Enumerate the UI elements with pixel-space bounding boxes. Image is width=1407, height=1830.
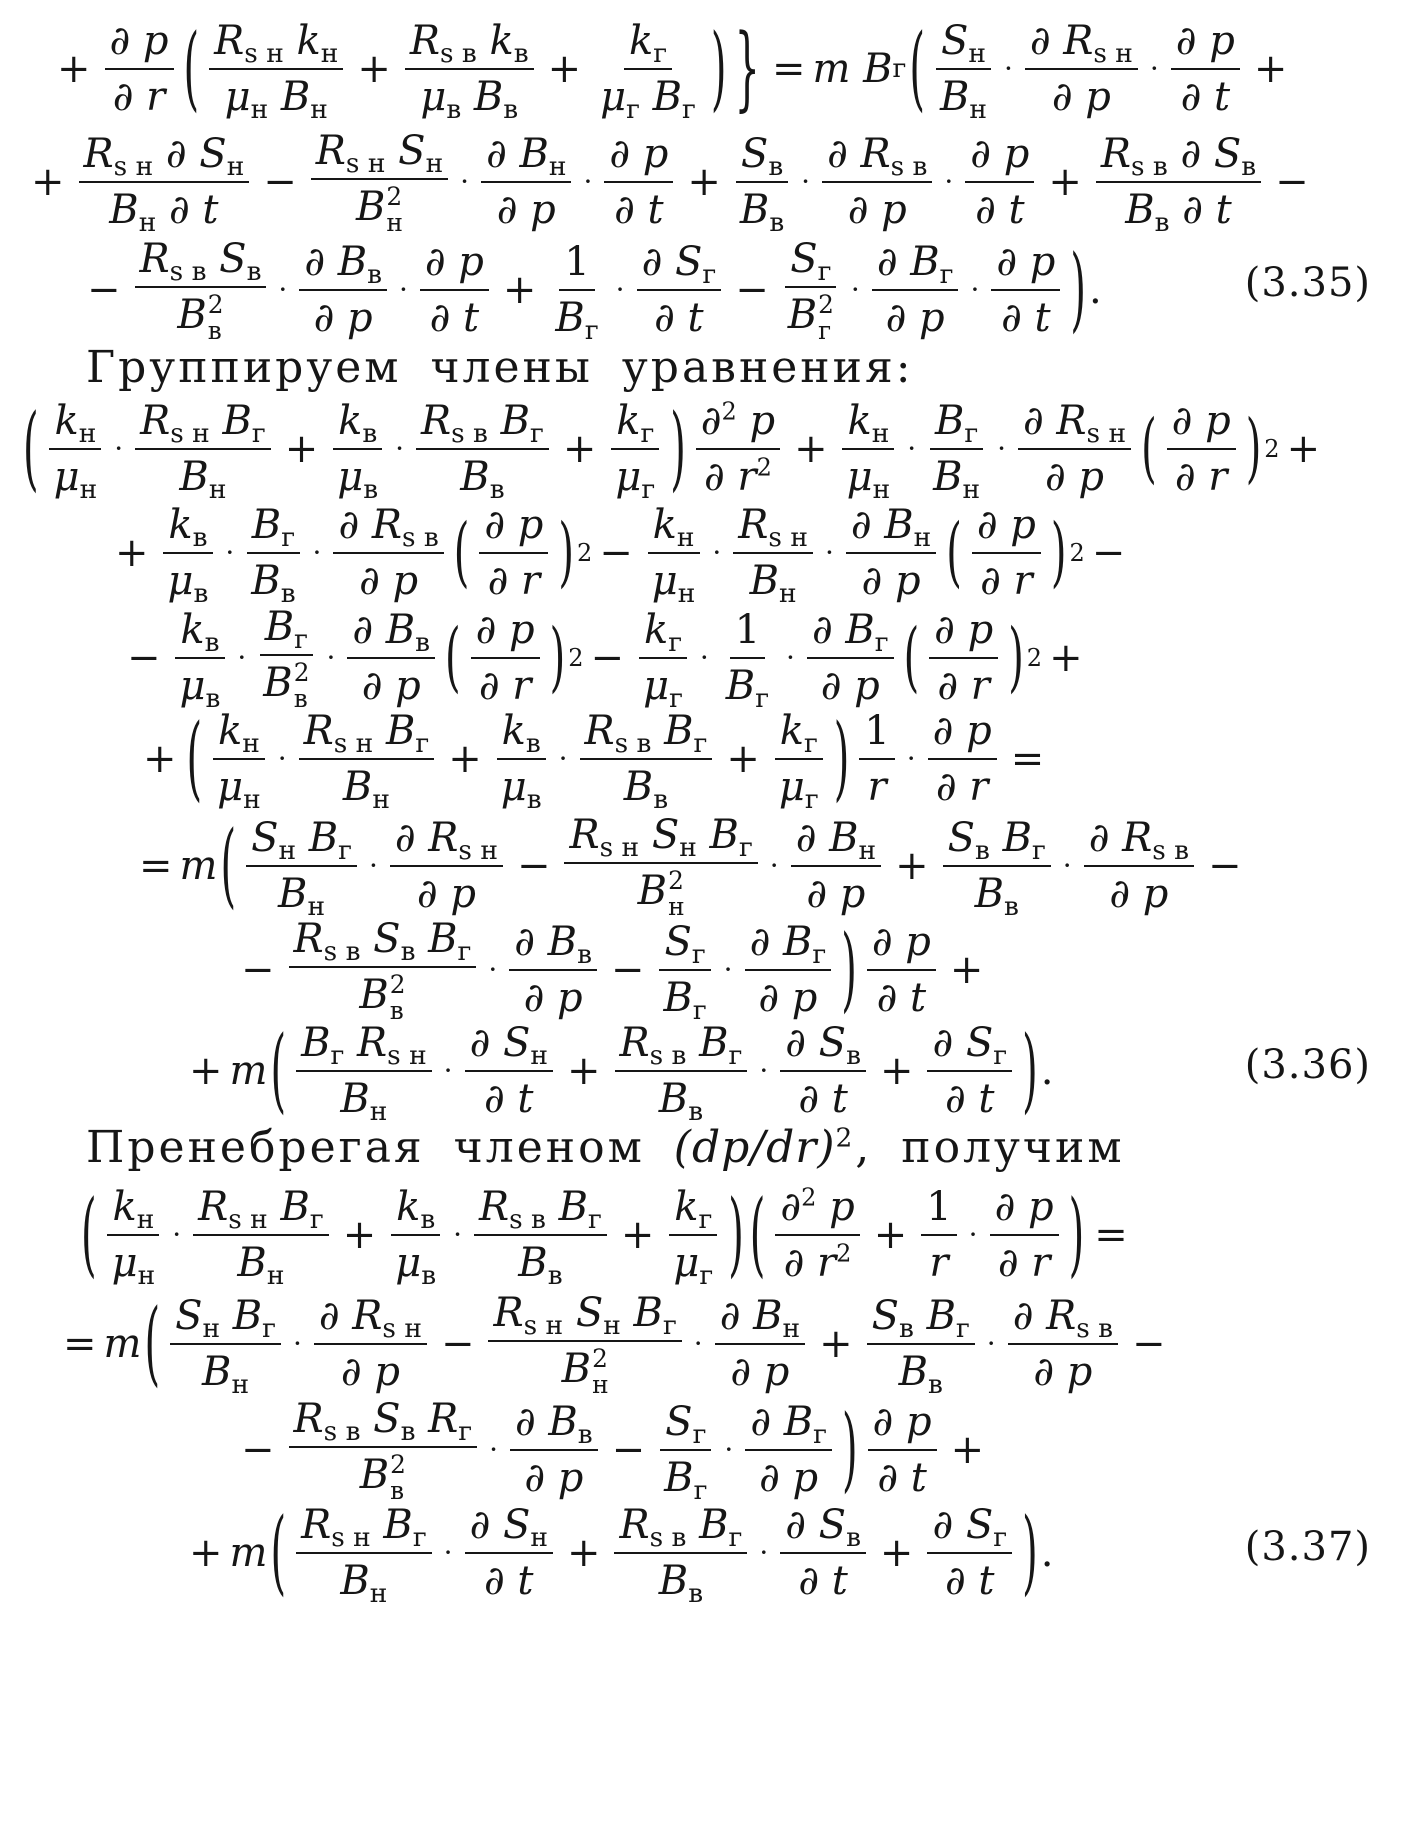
- eq-3-37-line-4: + m ( $\frac{R_{s н} B_г}{B_н}$ · $\frac{\partial S_н}{\partial t}$ + $\frac{R_{s в} B_г}{B_в}$ · $\frac{\partial S_в}{\partial t}$ + $\frac{\partial S_г}{\partial t}$ ) .: [189, 1500, 1054, 1609]
- neglect-prefix: Пренебрегая членом: [86, 1122, 645, 1173]
- eq-3-37-line-2: = m ( $\frac{S_н B_г}{B_н}$ · $\frac{\partial R_{s н}}{\partial p}$ − $R_{s н}$ $S_н$ $B_г$ B 2 н · $\frac{\partial B_н}{\partial p}$ + $\frac{S_в B_г}{B_в}$ · $\frac{\partial R_{s в}}{\partial p}$ −: [63, 1290, 1166, 1400]
- paragraph-text: [86, 1122, 1125, 1173]
- eq-3-36-line-6: − $R_{s в}$ $S_в$ $B_г$ B 2 в · $\frac{\partial B_в}{\partial p}$ − $\frac{S_г}{B_г}$ · $\frac{\partial B_г}{\partial p}$ ) $\frac{\partial p}{\partial t}$ +: [241, 916, 984, 1026]
- eq-3-36-line-7: + m ( $\frac{B_г R_{s н}}{B_н}$ · $\frac{\partial S_н}{\partial t}$ + $\frac{R_{s в} B_г}{B_в}$ · $\frac{\partial S_в}{\partial t}$ + $\frac{\partial S_г}{\partial t}$ ) .: [189, 1018, 1054, 1127]
- equation-number: (3.36): [1244, 1042, 1371, 1088]
- neglect-suffix: , получим: [855, 1122, 1125, 1173]
- eq-3-35-line-1: + $\frac{\partial p}{\partial r}$ ( $\frac{R_{s н} k_н}{\mu_н B_н}$ + $\frac{R_{s в} k_в}{\mu_в B_в}$ + $\frac{k_г}{\mu_г B_г}$ ) } = m B г ( $\frac{S_н}{B_н}$ · $\frac{\partial R_{s н}}{\partial p}$ · $\frac{\partial p}{\partial t}$ +: [57, 16, 1288, 125]
- eq-3-36-line-2: + $\frac{k_в}{\mu_в}$ · $\frac{B_г}{B_в}$ · $\frac{\partial R_{s в}}{\partial p}$ ( $\frac{\partial p}{\partial r}$ ) 2 − $\frac{k_н}{\mu_н}$ · $\frac{R_{s н}}{B_н}$ · $\frac{\partial B_н}{\partial p}$ ( $\frac{\partial p}{\partial r}$ ) 2 −: [115, 502, 1126, 609]
- equation-number: (3.37): [1244, 1524, 1371, 1570]
- eq-3-37-line-3: − $R_{s в}$ $S_в$ $R_г$ B 2 в · $\frac{\partial B_в}{\partial p}$ − $\frac{S_г}{B_г}$ · $\frac{\partial B_г}{\partial p}$ ) $\frac{\partial p}{\partial t}$ +: [241, 1396, 985, 1506]
- eq-3-36-line-3: − $\frac{k_в}{\mu_в}$ · $B_г$ B 2 в · $\frac{\partial B_в}{\partial p}$ ( $\frac{\partial p}{\partial r}$ ) 2 − $\frac{k_г}{\mu_г}$ · $\frac{1}{B_г}$ · $\frac{\partial B_г}{\partial p}$ ( $\frac{\partial p}{\partial r}$ ) 2 +: [127, 604, 1083, 714]
- eq-3-35-line-3: − $R_{s в}$ $S_в$ B 2 в · $\frac{\partial B_в}{\partial p}$ · $\frac{\partial p}{\partial t}$ + $\frac{1}{B_г}$ · $\frac{\partial S_г}{\partial t}$ − $S_г$ B 2 г · $\frac{\partial B_г}{\partial p}$ · $\frac{\partial p}{\partial t}$ ) .: [87, 236, 1102, 346]
- neglect-exponent: 2: [835, 1122, 856, 1154]
- eq-3-37-line-1: ( $\frac{k_н}{\mu_н}$ · $\frac{R_{s н} B_г}{B_н}$ + $\frac{k_в}{\mu_в}$ · $\frac{R_{s в} B_г}{B_в}$ + $\frac{k_г}{\mu_г}$ ) ( $\frac{\partial^2 p}{\partial r^2}$ + $\frac{1}{r}$ · $\frac{\partial p}{\partial r}$ ) =: [81, 1182, 1128, 1291]
- paragraph-text: Группируем члены уравнения:: [86, 342, 914, 393]
- equation-number: (3.35): [1244, 260, 1371, 306]
- eq-3-36-line-5: = m ( $\frac{S_н B_г}{B_н}$ · $\frac{\partial R_{s н}}{\partial p}$ − $R_{s н}$ $S_н$ $B_г$ B 2 н · $\frac{\partial B_н}{\partial p}$ + $\frac{S_в B_г}{B_в}$ · $\frac{\partial R_{s в}}{\partial p}$ −: [139, 812, 1242, 922]
- eq-3-36-line-4: + ( $\frac{k_н}{\mu_н}$ · $\frac{R_{s н} B_г}{B_н}$ + $\frac{k_в}{\mu_в}$ · $\frac{R_{s в} B_г}{B_в}$ + $\frac{k_г}{\mu_г}$ ) $\frac{1}{r}$ · $\frac{\partial p}{\partial r}$ =: [143, 706, 1045, 815]
- eq-3-35-line-2: + $\frac{R_{s н} \partial S_н}{B_н \partial t}$ − $R_{s н}$ $S_н$ B 2 н · $\frac{\partial B_н}{\partial p}$ · $\frac{\partial p}{\partial t}$ + $\frac{S_в}{B_в}$ · $\frac{\partial R_{s в}}{\partial p}$ · $\frac{\partial p}{\partial t}$ + $\frac{R_{s в} \partial S_в}{B_в \partial t}$ −: [31, 128, 1309, 238]
- eq-3-36-line-1: ( $\frac{k_н}{\mu_н}$ · $\frac{R_{s н} B_г}{B_н}$ + $\frac{k_в}{\mu_в}$ · $\frac{R_{s в} B_г}{B_в}$ + $\frac{k_г}{\mu_г}$ ) $\frac{\partial^2 p}{\partial r^2}$ + $\frac{k_н}{\mu_н}$ · $\frac{B_г}{B_н}$ · $\frac{\partial R_{s н}}{\partial p}$ ( $\frac{\partial p}{\partial r}$ ) 2 +: [23, 396, 1321, 505]
- neglect-term: (dp/dr): [673, 1122, 836, 1173]
